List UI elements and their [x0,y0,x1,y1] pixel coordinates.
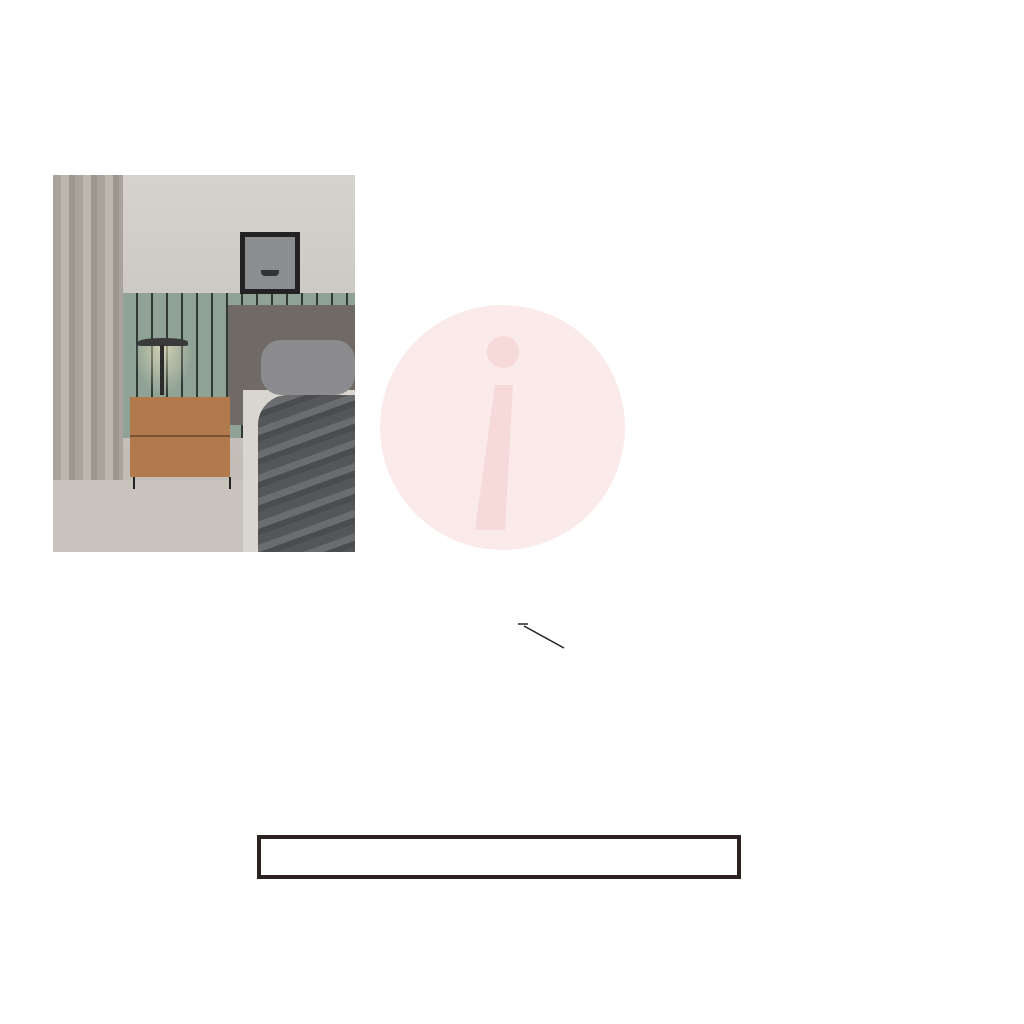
lamp-stem [160,345,164,395]
blanket [258,395,355,552]
boat-icon [261,270,279,276]
slat-size-diagram [257,835,741,879]
nightstand [130,397,230,477]
pillow [261,340,355,395]
nightstand-legs [133,477,231,489]
nightstand-drawer-line [130,435,230,437]
spacing-pointer-line [518,622,568,650]
example-room-photo [53,175,355,552]
wall-picture [245,237,295,289]
watermark-logo-icon [455,330,535,540]
